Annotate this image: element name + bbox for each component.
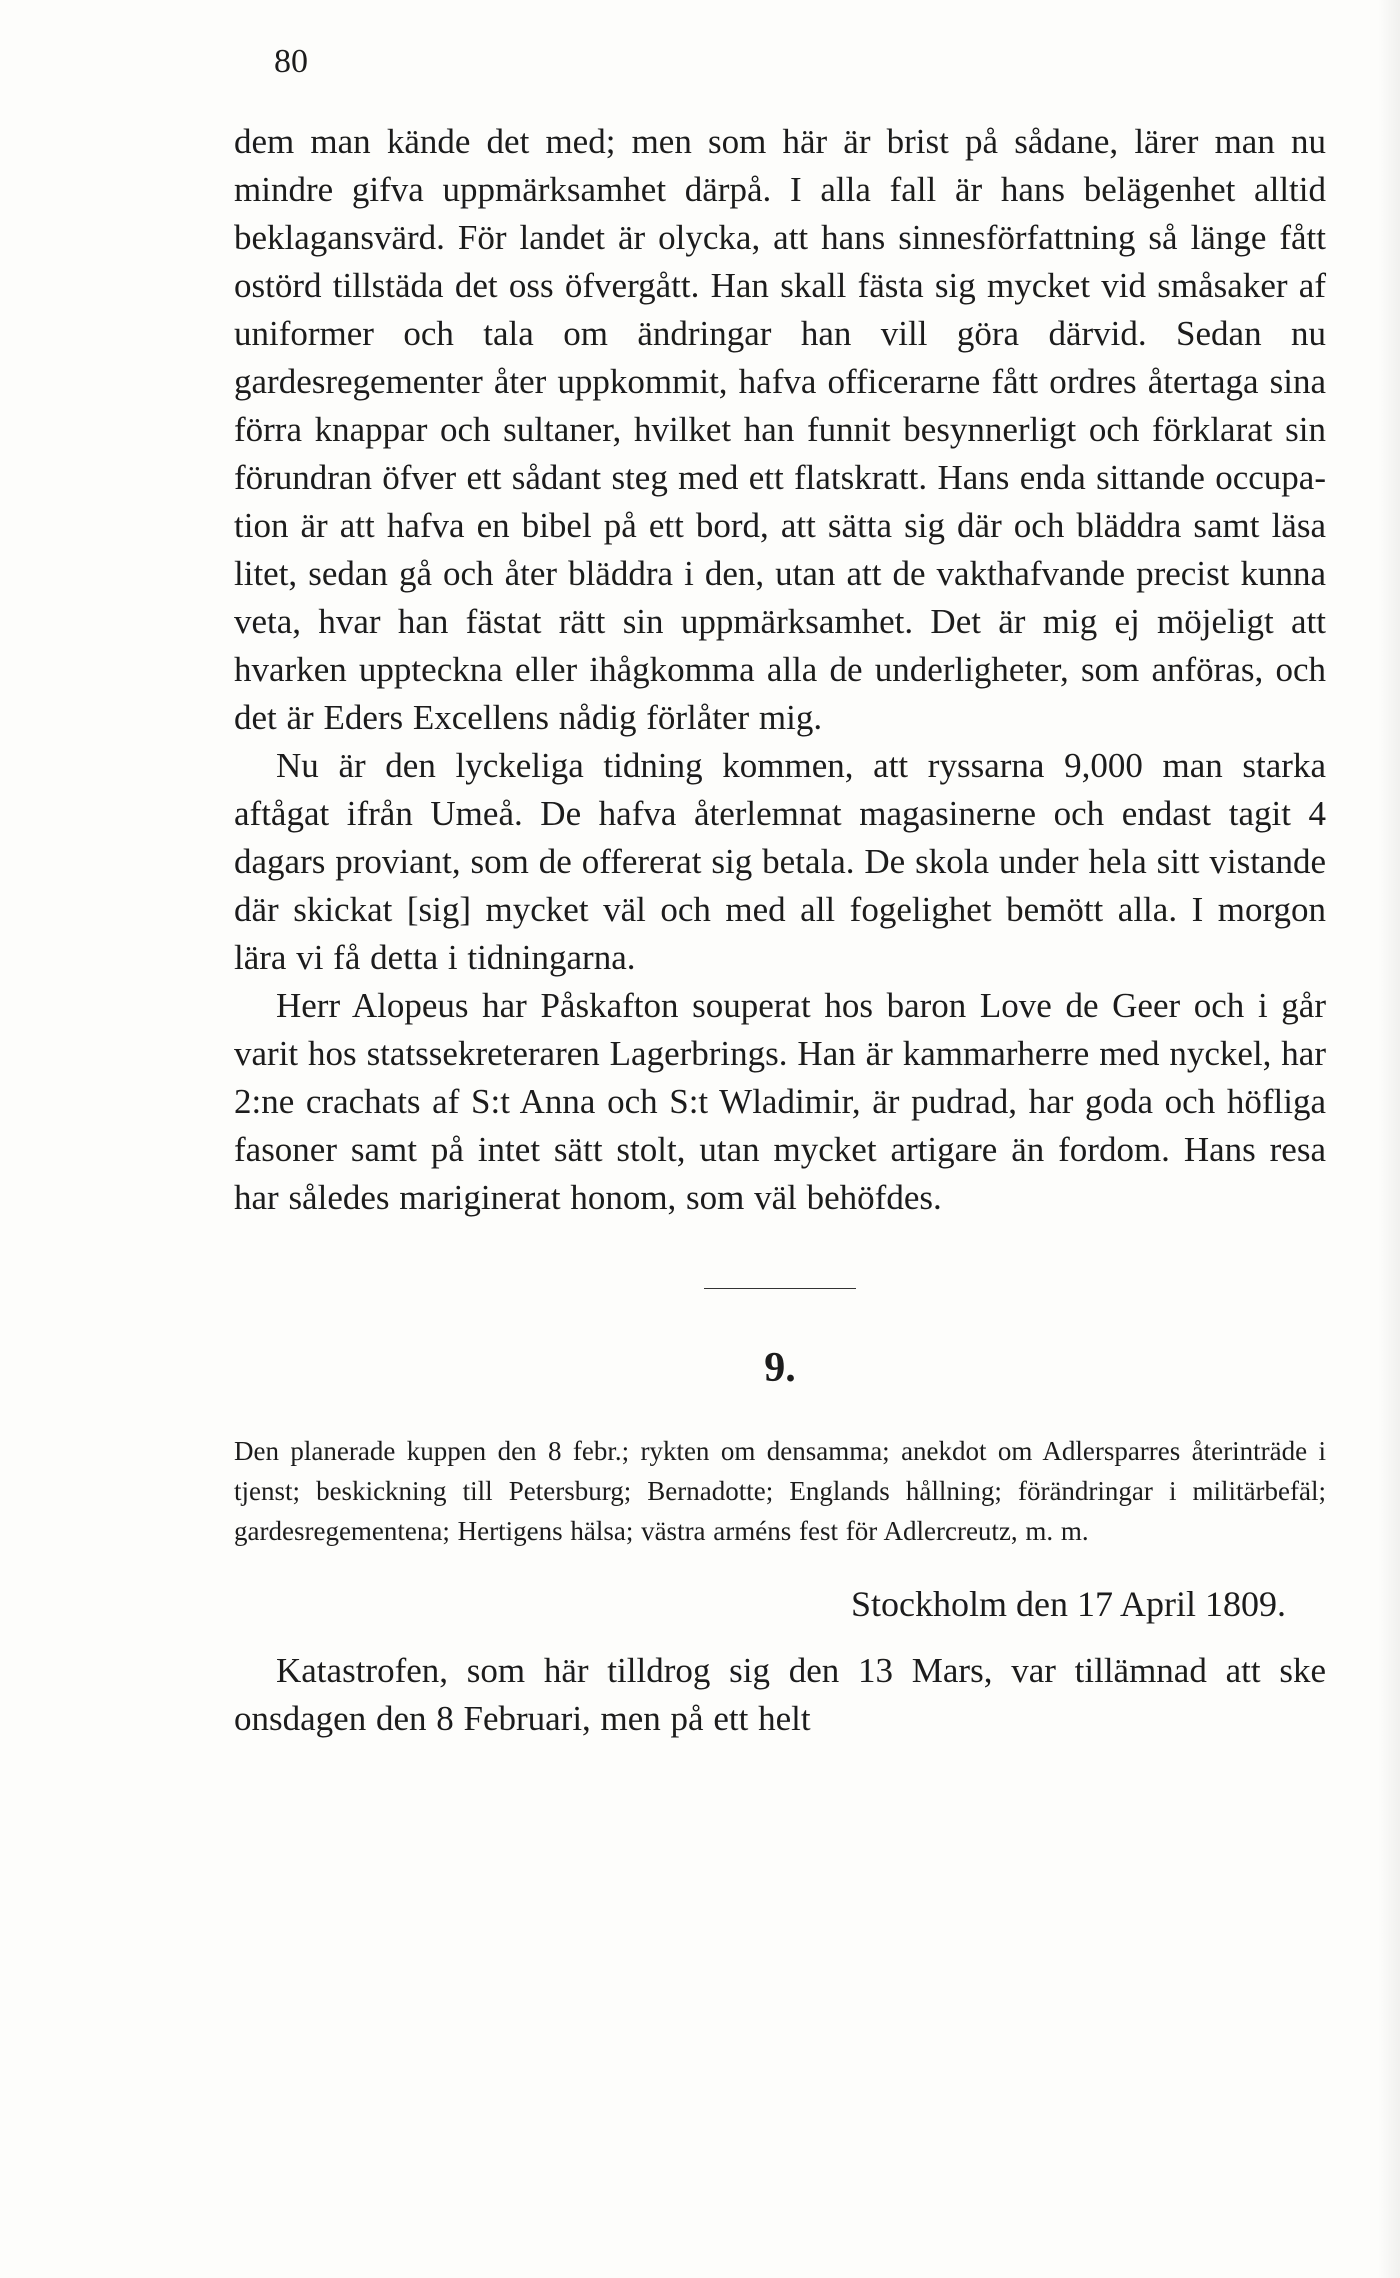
paragraph-russian-retreat: Nu är den lyckeliga tidning kommen, att ryssarna 9,000 man starka aftågat ifrån Umeå. De hafva återlemnat magasinerne och endast tagit 4 dagars proviant, som de offererat sig betala. De skola under hela sitt vistande där skickat [sig] mycket väl och med all fogelighet bemött alla. I morgon lära vi få detta i tidningarna.	[234, 746, 1326, 977]
page-number: 80	[274, 43, 308, 80]
paragraph-opening: Katastrofen, som här tilldrog sig den 13 Mars, var tillämnad att ske onsdagen den 8 Februari, men på ett helt	[234, 1651, 1326, 1738]
paragraph-continued: dem man kände det med; men som här är brist på sådane, lärer man nu mindre gifva uppmärksamhet därpå. I alla fall är hans belägenhet alltid beklagansvärd. För landet är olycka, att hans sinnesförfattning så länge fått ostörd tillstäda det oss öfvergått. Han skall fästa sig mycket vid småsaker af uniformer och tala om ändringar han vill göra därvid. Sedan nu gardesregementer åter uppkommit, hafva officerarne fått ordres återtaga sina förra knappar och sultaner, hvilket han funnit besynnerligt och förklarat sin förundran öfver ett sådant steg med ett flatskratt. Hans enda sittande occupation är att hafva en bibel på ett bord, att sätta sig där och bläddra samt läsa litet, sedan gå och åter bläddra i den, utan att de vakthafvande precist kunna veta, hvar han fästat rätt sin uppmärksamhet. Det är mig ej möjeligt att hvarken uppteckna eller ihågkomma alla de underligheter, som anföras, och det är Eders Excellens nådig förlåter mig.	[234, 122, 1326, 737]
paragraph-alopeus: Herr Alopeus har Påskafton souperat hos baron Love de Geer och i går varit hos statssekreteraren Lagerbrings. Han är kammarherre med nyckel, har 2:ne crachats af S:t Anna och S:t Wladimir, är pudrad, har goda och höfliga fasoner samt på intet sätt stolt, utan mycket artigare än fordom. Hans resa har således mariginerat honom, som väl behöfdes.	[234, 986, 1326, 1217]
section-divider	[704, 1288, 856, 1289]
text-column	[234, 118, 1326, 1743]
letter-dateline: Stockholm den 17 April 1809.	[851, 1584, 1286, 1624]
section-number: 9.	[764, 1345, 796, 1391]
page-edge-shadow	[1378, 0, 1400, 2278]
section-summary: Den planerade kuppen den 8 febr.; rykten om densamma; anekdot om Adlersparres återinträde i tjenst; beskickning till Petersburg; Bernadotte; Englands hållning; förändringar i militärbefäl; gardesregementena; Hertigens hälsa; västra arméns fest för Adlercreutz, m. m.	[234, 1436, 1326, 1546]
